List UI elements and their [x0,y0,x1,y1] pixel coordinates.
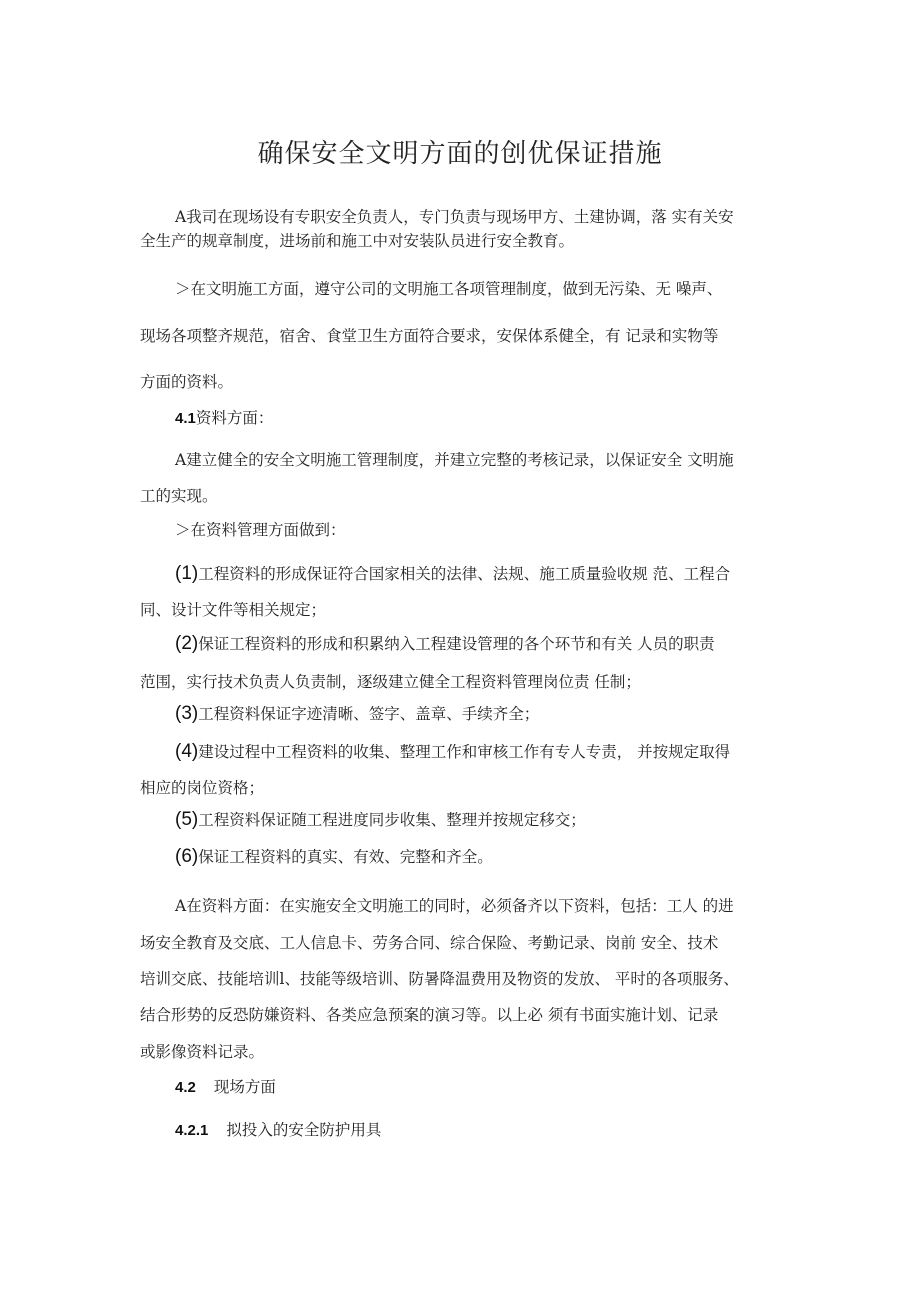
list-item-3 [175,702,539,725]
list-number: (4) [175,741,199,762]
paragraph-line: 结合形势的反恐防嫌资料、各类应急预案的演习等。以上必 须有书面实施计划、记录 [140,1006,719,1024]
paragraph-line: 方面的资料。 [140,373,234,391]
list-number: (1) [175,563,199,584]
paragraph-line: 工的实现。 [140,487,218,505]
section-heading-4-1 [175,406,273,428]
list-number: (5) [175,809,199,830]
section-number: 4.2 [175,1079,196,1096]
paragraph-line: 场安全教育及交底、工人信息卡、劳务合同、综合保险、考勤记录、岗前 安全、技术 [140,934,719,952]
paragraph-line: 全生产的规章制度，进场前和施工中对安装队员进行安全教育。 [140,232,575,250]
section-number: 4.2.1 [175,1122,209,1139]
section-heading-4-2-1 [175,1118,381,1140]
list-number: (3) [175,703,199,724]
list-item-6 [175,845,493,868]
list-item-continuation: 同、设计文件等相关规定； [140,601,327,619]
section-title: 现场方面 [213,1078,276,1096]
list-item-4 [175,740,730,763]
paragraph-line: A在资料方面：在实施安全文明施工的同时，必须备齐以下资料，包括：工人 的进 [175,897,734,915]
paragraph-line: ＞在资料管理方面做到： [175,521,346,539]
paragraph-line: 或影像资料记录。 [140,1043,265,1061]
list-text: 保证工程资料的真实、有效、完整和齐全。 [198,848,493,866]
paragraph-line: 现场各项整齐规范，宿舍、食堂卫生方面符合要求，安保体系健全，有 记录和实物等 [140,327,719,345]
list-text: 工程资料的形成保证符合国家相关的法律、法规、施工质量验收规 范、工程合 [198,565,731,583]
paragraph-line: ＞在文明施工方面，遵守公司的文明施工各项管理制度，做到无污染、无 噪声、 [175,280,723,298]
list-text: 工程资料保证随工程进度同步收集、整理并按规定移交； [198,811,586,829]
list-number: (6) [175,846,199,867]
page-title: 确保安全文明方面的创优保证措施 [257,139,663,169]
section-heading-4-2 [175,1075,276,1097]
list-number: (2) [175,633,199,654]
list-item-1 [175,562,730,585]
section-title: 拟投入的安全防护用具 [226,1121,382,1139]
list-item-continuation: 范围，实行技术负责人负责制，逐级建立健全工程资料管理岗位责 任制； [140,673,641,691]
list-text: 保证工程资料的形成和积累纳入工程建设管理的各个环节和有关 人员的职责 [198,635,715,653]
section-number: 4.1 [175,410,196,427]
paragraph-line: 培训交底、技能培训l、技能等级培训、防暑降温费用及物资的发放、 平时的各项服务、 [140,970,739,988]
section-title: 资料方面： [195,409,274,427]
list-text: 建设过程中工程资料的收集、整理工作和审核工作有专人专责， 并按规定取得 [198,743,731,761]
list-item-continuation: 相应的岗位资格； [140,779,265,797]
list-text: 工程资料保证字迹清晰、签字、盖章、手续齐全； [198,705,540,723]
paragraph-line: A我司在现场设有专职安全负责人，专门负责与现场甲方、土建协调，落 实有关安 [175,208,734,226]
list-item-2 [175,632,715,655]
list-item-5 [175,808,586,831]
paragraph-line: A建立健全的安全文明施工管理制度，并建立完整的考核记录，以保证安全 文明施 [175,451,734,469]
